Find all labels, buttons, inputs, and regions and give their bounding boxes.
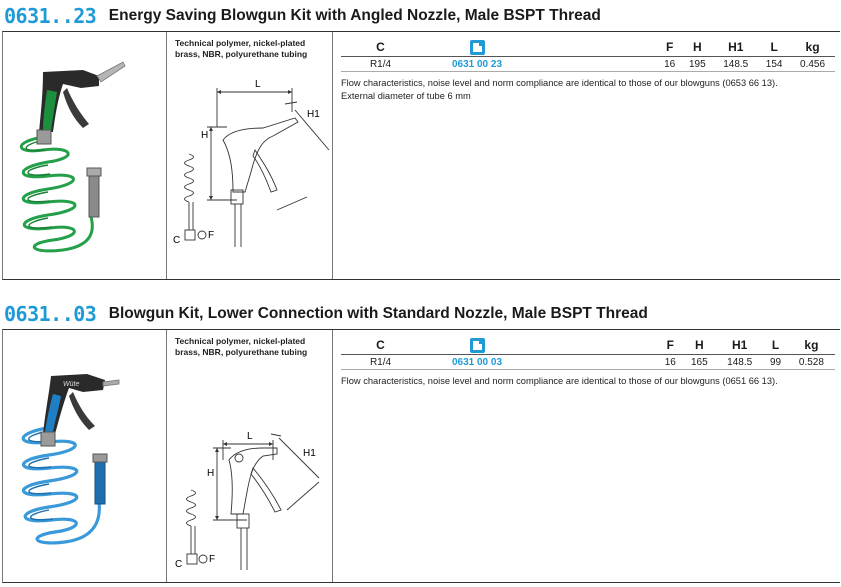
dimension-drawing — [167, 32, 332, 279]
col-c-header: C — [341, 38, 420, 57]
cell-article-number[interactable]: 0631 00 23 — [420, 57, 534, 72]
dim-label-c: C — [173, 235, 181, 246]
product-frame — [2, 31, 840, 280]
technical-drawing-panel — [167, 32, 333, 279]
col-h1-header: H1 — [716, 336, 763, 355]
col-f-header: F — [658, 336, 683, 355]
dim-label-c: C — [175, 559, 183, 570]
spec-area — [341, 38, 837, 103]
product-frame — [2, 329, 840, 583]
note-line: Flow characteristics, noise level and norm compliance are identical to those of our blowguns (0651 66 13). — [341, 376, 778, 386]
col-h1-header: H1 — [713, 38, 758, 57]
col-f-header: F — [658, 38, 681, 57]
dim-label-h: H — [207, 468, 215, 479]
product-section-0631-23 — [0, 0, 841, 282]
cell-l: 154 — [758, 57, 790, 72]
note-line: Flow characteristics, noise level and norm compliance are identical to those of our blowguns (0653 66 13). — [341, 78, 778, 88]
cell-h: 195 — [681, 57, 713, 72]
spec-table — [341, 38, 835, 72]
article-number-icon — [470, 40, 485, 55]
cell-article-number[interactable]: 0631 00 03 — [420, 355, 534, 370]
cell-h1: 148.5 — [713, 57, 758, 72]
cell-c: R1/4 — [341, 355, 420, 370]
product-title: Blowgun Kit, Lower Connection with Standard Nozzle, Male BSPT Thread — [108, 305, 648, 322]
blowgun-kit-green-image — [3, 32, 166, 279]
material-description: Technical polymer, nickel-plated brass, NBR, polyurethane tubing — [175, 336, 308, 357]
cell-f: 16 — [658, 355, 683, 370]
dimension-drawing — [167, 330, 332, 582]
cell-l: 99 — [763, 355, 788, 370]
dim-label-l: L — [247, 431, 253, 442]
product-section-0631-03 — [0, 298, 841, 587]
product-notes — [341, 375, 837, 388]
cell-kg: 0.456 — [790, 57, 835, 72]
spec-header-row — [341, 336, 835, 355]
article-number-icon — [470, 338, 485, 353]
col-kg-header: kg — [788, 336, 835, 355]
table-row — [341, 355, 835, 370]
cell-kg: 0.528 — [788, 355, 835, 370]
dim-label-f: F — [208, 230, 215, 241]
dim-label-h1: H1 — [303, 448, 316, 459]
product-photo — [3, 32, 167, 279]
col-article-header — [420, 38, 534, 57]
svg-text:Wüte: Wüte — [63, 381, 80, 388]
product-heading — [4, 4, 601, 30]
col-l-header: L — [758, 38, 790, 57]
dim-label-h1: H1 — [307, 109, 320, 120]
cell-c: R1/4 — [341, 57, 420, 72]
product-heading — [4, 302, 648, 328]
product-title: Energy Saving Blowgun Kit with Angled Nozzle, Male BSPT Thread — [108, 7, 601, 24]
spec-area — [341, 336, 837, 388]
spec-table — [341, 336, 835, 370]
col-h-header: H — [683, 336, 717, 355]
col-kg-header: kg — [790, 38, 835, 57]
product-notes — [341, 77, 837, 103]
note-line: External diameter of tube 6 mm — [341, 91, 471, 101]
col-c-header: C — [341, 336, 420, 355]
product-photo — [3, 330, 167, 582]
col-l-header: L — [763, 336, 788, 355]
dim-label-h: H — [201, 130, 209, 141]
cell-f: 16 — [658, 57, 681, 72]
cell-h: 165 — [683, 355, 717, 370]
dim-label-f: F — [209, 554, 216, 565]
col-article-header — [420, 336, 534, 355]
spec-header-row — [341, 38, 835, 57]
material-description: Technical polymer, nickel-plated brass, NBR, polyurethane tubing — [175, 38, 308, 59]
product-code: 0631..03 — [4, 302, 97, 326]
blowgun-kit-blue-image — [3, 330, 166, 582]
technical-drawing-panel — [167, 330, 333, 582]
dim-label-l: L — [255, 79, 261, 90]
cell-h1: 148.5 — [716, 355, 763, 370]
table-row — [341, 57, 835, 72]
col-h-header: H — [681, 38, 713, 57]
product-code: 0631..23 — [4, 4, 97, 28]
